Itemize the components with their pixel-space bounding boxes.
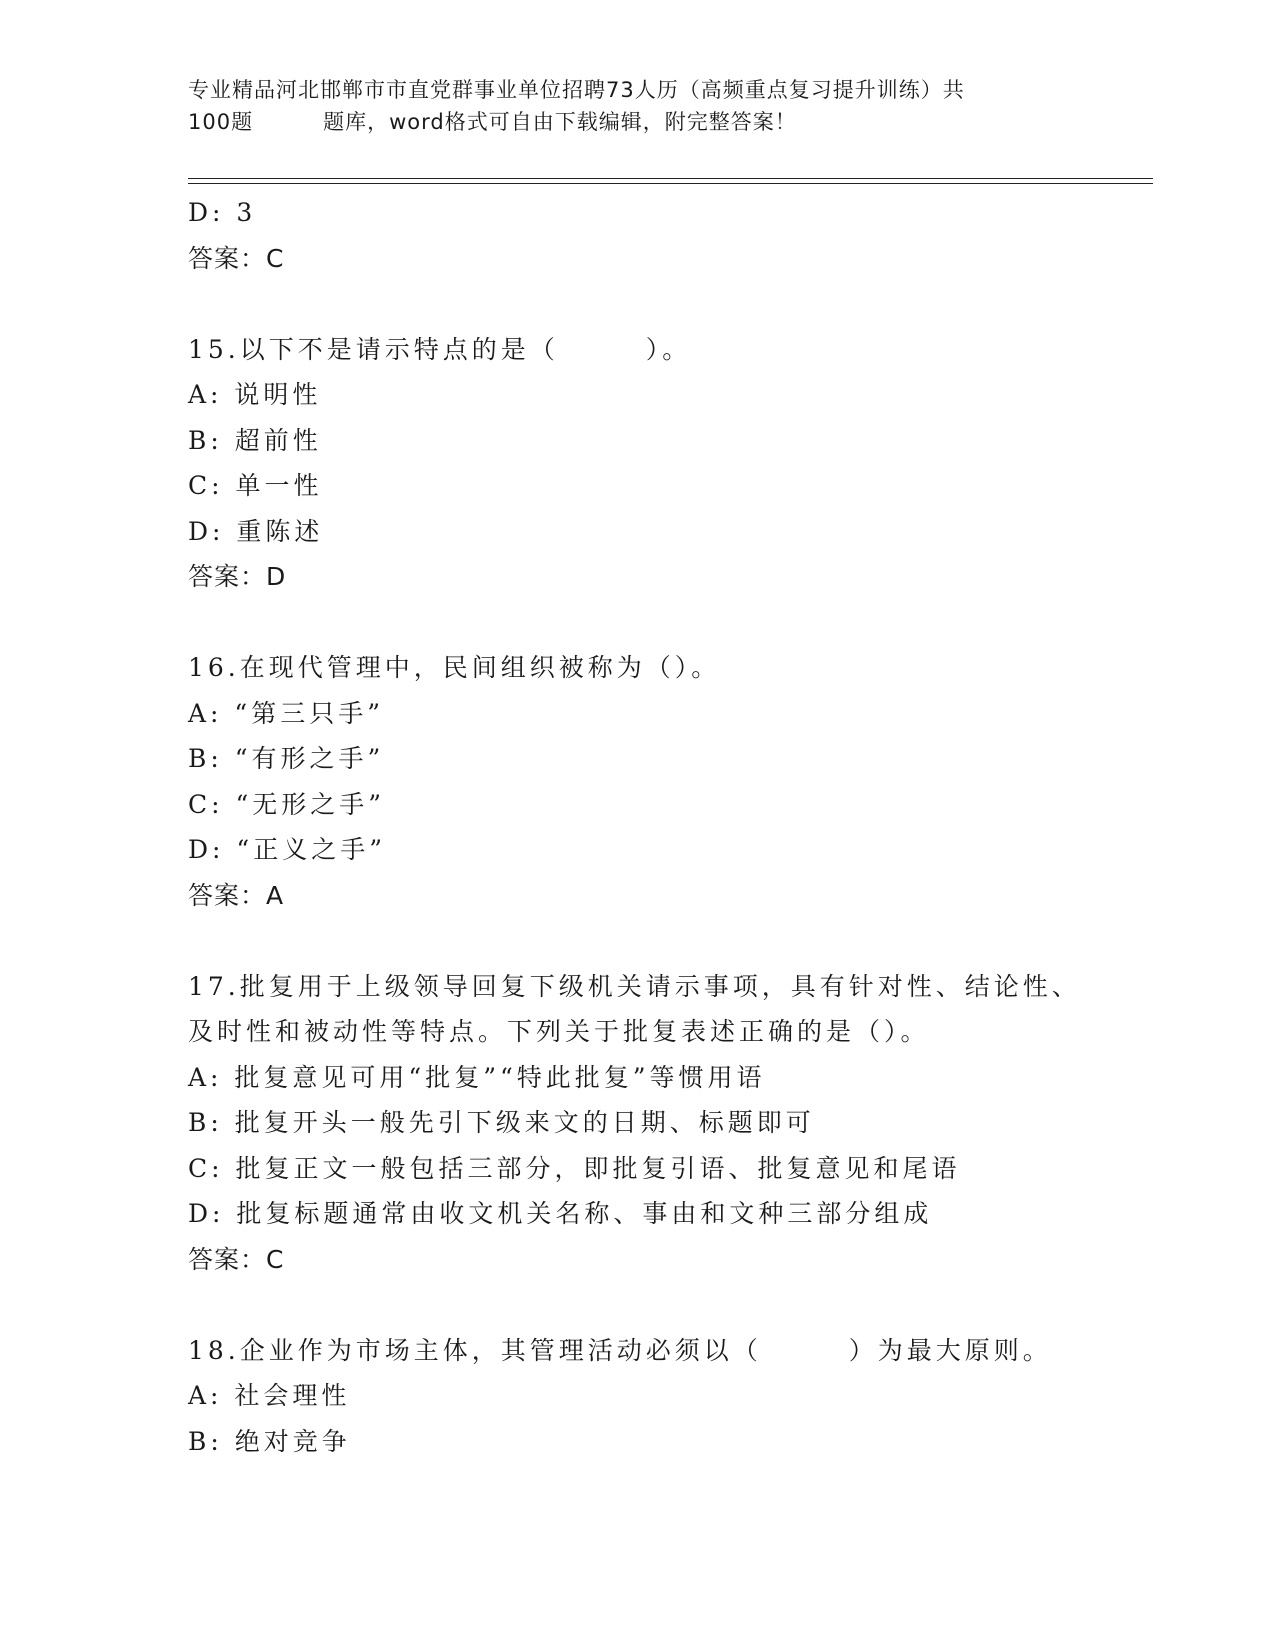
- option-b: B: 绝对竞争: [188, 1426, 351, 1456]
- header-title-line-2: [188, 106, 1088, 138]
- question-text-line-2: 及时性和被动性等特点。下列关于批复表述正确的是（）。: [188, 1017, 930, 1046]
- option-b: B: “有形之手”: [188, 744, 385, 773]
- option-c: C: “无形之手”: [188, 789, 386, 819]
- question-16: [188, 645, 1148, 918]
- question-18: [188, 1328, 1148, 1465]
- question-text: 15.以下不是请示特点的是（ ）。: [188, 334, 692, 364]
- answer: 答案：D: [188, 562, 287, 591]
- previous-option-d: D: 3: [188, 198, 257, 227]
- option-d: D: 批复标题通常由收文机关名称、事由和文种三部分组成: [188, 1199, 933, 1228]
- option-c: C: 单一性: [188, 471, 323, 500]
- header-divider-top: [188, 178, 1153, 179]
- option-c: C: 批复正文一般包括三部分，即批复引语、批复意见和尾语: [188, 1153, 961, 1183]
- question-17: [188, 964, 1148, 1283]
- header-divider-bottom: [188, 183, 1153, 184]
- previous-answer: 答案：C: [188, 243, 285, 273]
- document-header: [188, 74, 1088, 138]
- question-text: 18.企业作为市场主体，其管理活动必须以（ ）为最大原则。: [188, 1335, 1052, 1365]
- header-description: 题库，word格式可自由下载编辑，附完整答案！: [323, 110, 797, 134]
- question-text-line-1: 17.批复用于上级领导回复下级机关请示事项，具有针对性、结论性、: [188, 971, 1081, 1001]
- option-a: A: 批复意见可用“批复”“特此批复”等惯用语: [188, 1062, 766, 1092]
- answer: 答案：C: [188, 1244, 285, 1274]
- option-b: B: 超前性: [188, 425, 322, 455]
- question-text: 16.在现代管理中，民间组织被称为（）。: [188, 653, 721, 682]
- option-d: D: “正义之手”: [188, 835, 386, 864]
- option-a: A: 说明性: [188, 380, 322, 409]
- header-question-count: 100题: [188, 110, 254, 134]
- option-b: B: 批复开头一般先引下级来文的日期、标题即可: [188, 1108, 815, 1137]
- question-15: [188, 327, 1148, 600]
- option-a: A: 社会理性: [188, 1381, 351, 1410]
- option-a: A: “第三只手”: [188, 698, 384, 728]
- option-d: D: 重陈述: [188, 516, 324, 546]
- question-content: [188, 190, 1148, 1464]
- answer: 答案：A: [188, 880, 285, 910]
- header-title-line-1: 专业精品河北邯郸市市直党群事业单位招聘73人历（高频重点复习提升训练）共: [188, 78, 965, 102]
